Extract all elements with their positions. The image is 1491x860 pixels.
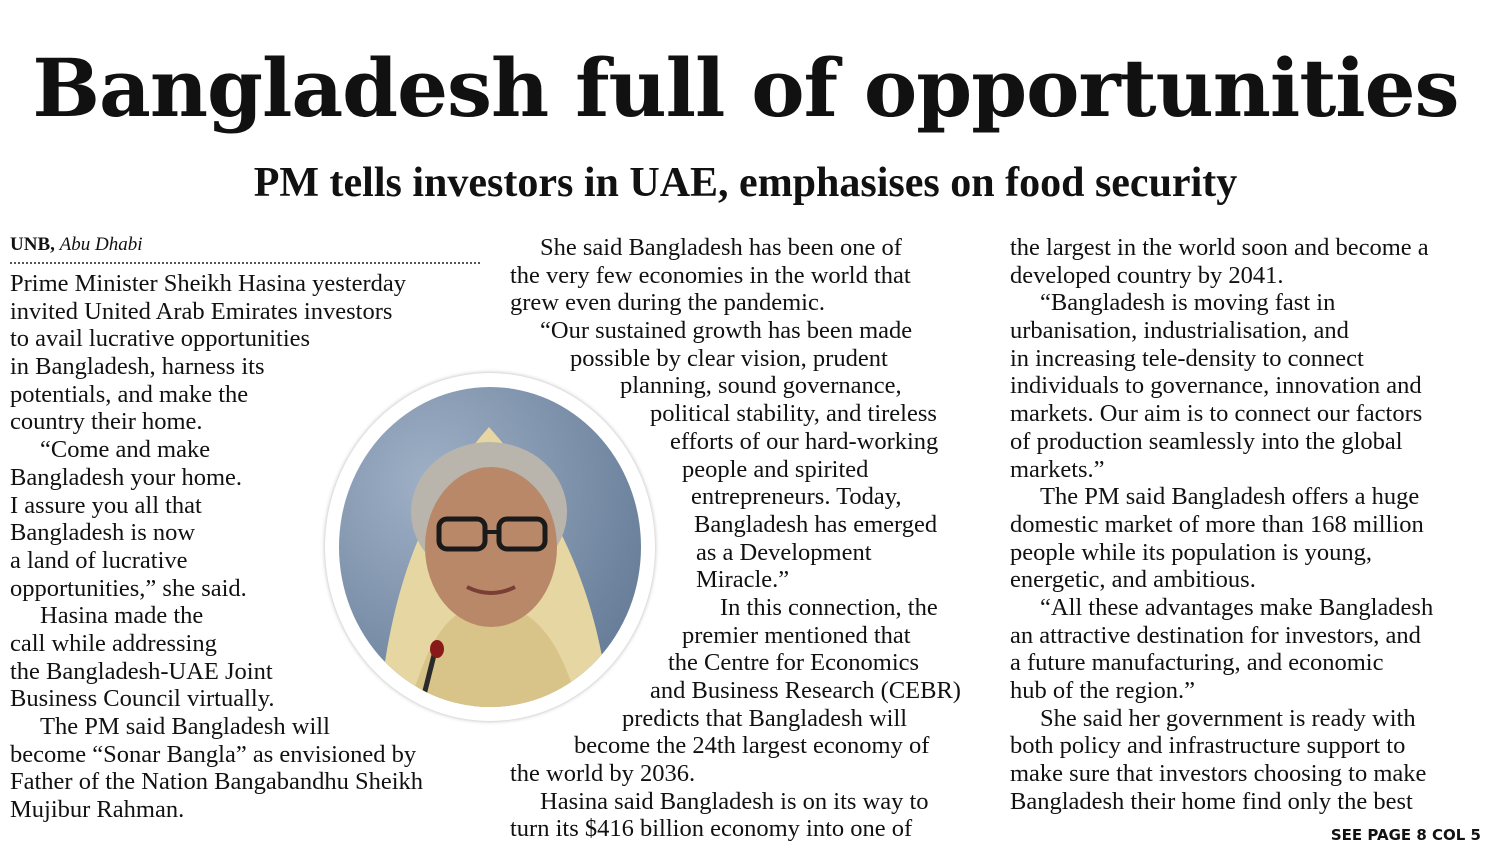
text-line: I assure you all that <box>10 491 202 519</box>
text-line: Father of the Nation Bangabandhu Sheikh <box>10 768 424 796</box>
text-line: and Business Research (CEBR) <box>650 677 961 704</box>
text-line: She said her government is ready with <box>1040 704 1416 732</box>
text-line: urbanisation, industrialisation, and <box>1010 317 1349 345</box>
text-line: the largest in the world soon and become a <box>1010 234 1429 261</box>
text-line: the world by 2036. <box>510 760 696 788</box>
text-line: become “Sonar Bangla” as envisioned by <box>10 740 417 768</box>
byline-location: Abu Dhabi <box>59 234 143 255</box>
continuation-note: SEE PAGE 8 COL 5 <box>1330 826 1481 844</box>
text-line: Hasina made the <box>40 602 204 630</box>
portrait-photo-icon <box>339 387 641 707</box>
text-line: premier mentioned that <box>682 621 911 649</box>
text-line: potentials, and make the <box>10 380 249 408</box>
text-line: Bangladesh your home. <box>10 463 243 491</box>
text-line: In this connection, the <box>720 593 938 621</box>
text-line: make sure that investors choosing to make <box>1010 760 1427 788</box>
text-line: Prime Minister Sheikh Hasina yesterday <box>10 270 407 297</box>
text-line: country their home. <box>10 408 203 436</box>
portrait-photo <box>325 373 655 721</box>
text-line: the Bangladesh-UAE Joint <box>10 657 273 685</box>
text-line: Bangladesh has emerged <box>694 510 938 538</box>
text-line: Bangladesh is now <box>10 519 196 547</box>
text-line: turn its $416 billion economy into one of <box>510 815 913 843</box>
text-line: people while its population is young, <box>1010 538 1373 566</box>
text-line: people and spirited <box>682 455 869 483</box>
text-line: hub of the region.” <box>1010 677 1196 704</box>
text-line: The PM said Bangladesh will <box>40 713 330 740</box>
text-line: opportunities,” she said. <box>10 574 247 602</box>
text-line: as a Development <box>696 538 872 566</box>
text-line: to avail lucrative opportunities <box>10 325 311 353</box>
text-line: Business Council virtually. <box>10 685 275 713</box>
text-line: “Come and make <box>40 436 211 464</box>
text-line: a future manufacturing, and economic <box>1010 649 1384 677</box>
text-line: individuals to governance, innovation and <box>1010 372 1422 400</box>
text-line: Mujibur Rahman. <box>10 796 185 824</box>
text-line: entrepreneurs. Today, <box>691 483 902 511</box>
text-line: an attractive destination for investors, and <box>1010 621 1421 649</box>
byline <box>10 232 480 264</box>
text-line: “Bangladesh is moving fast in <box>1040 289 1336 317</box>
text-line: She said Bangladesh has been one of <box>540 234 902 261</box>
text-line: domestic market of more than 168 million <box>1010 510 1424 538</box>
text-line: political stability, and tireless <box>650 400 937 428</box>
text-line: markets. Our aim is to connect our factors <box>1010 400 1423 428</box>
text-line: developed country by 2041. <box>1010 261 1284 289</box>
text-line: Hasina said Bangladesh is on its way to <box>540 787 929 815</box>
headline: Bangladesh full of opportunities <box>32 41 1459 135</box>
article-column-3 <box>1010 234 1488 815</box>
text-line: predicts that Bangladesh will <box>622 704 908 732</box>
text-line: Bangladesh their home find only the best <box>1010 787 1413 815</box>
text-line: grew even during the pandemic. <box>510 289 825 317</box>
text-line: “All these advantages make Bangladesh <box>1040 593 1434 621</box>
text-line: a land of lucrative <box>10 546 188 574</box>
text-line: in Bangladesh, harness its <box>10 353 265 381</box>
text-line: efforts of our hard-working <box>670 427 939 455</box>
text-line: “Our sustained growth has been made <box>540 317 913 345</box>
text-line: invited United Arab Emirates investors <box>10 297 393 325</box>
subheadline: PM tells investors in UAE, emphasises on food security <box>253 160 1238 206</box>
text-line: call while addressing <box>10 629 217 657</box>
text-line: of production seamlessly into the global <box>1010 427 1403 455</box>
text-line: Miracle.” <box>696 566 790 594</box>
text-line: in increasing tele-density to connect <box>1010 344 1364 372</box>
text-line: planning, sound governance, <box>620 372 902 400</box>
text-line: both policy and infrastructure support to <box>1010 732 1406 760</box>
text-line: energetic, and ambitious. <box>1010 566 1256 594</box>
text-line: the Centre for Economics <box>668 649 920 677</box>
byline-source: UNB, <box>10 234 55 255</box>
text-line: The PM said Bangladesh offers a huge <box>1040 483 1420 511</box>
text-line: markets.” <box>1010 455 1105 483</box>
text-line: possible by clear vision, prudent <box>570 344 888 372</box>
text-line: become the 24th largest economy of <box>574 732 930 760</box>
text-line: the very few economies in the world that <box>510 261 911 289</box>
